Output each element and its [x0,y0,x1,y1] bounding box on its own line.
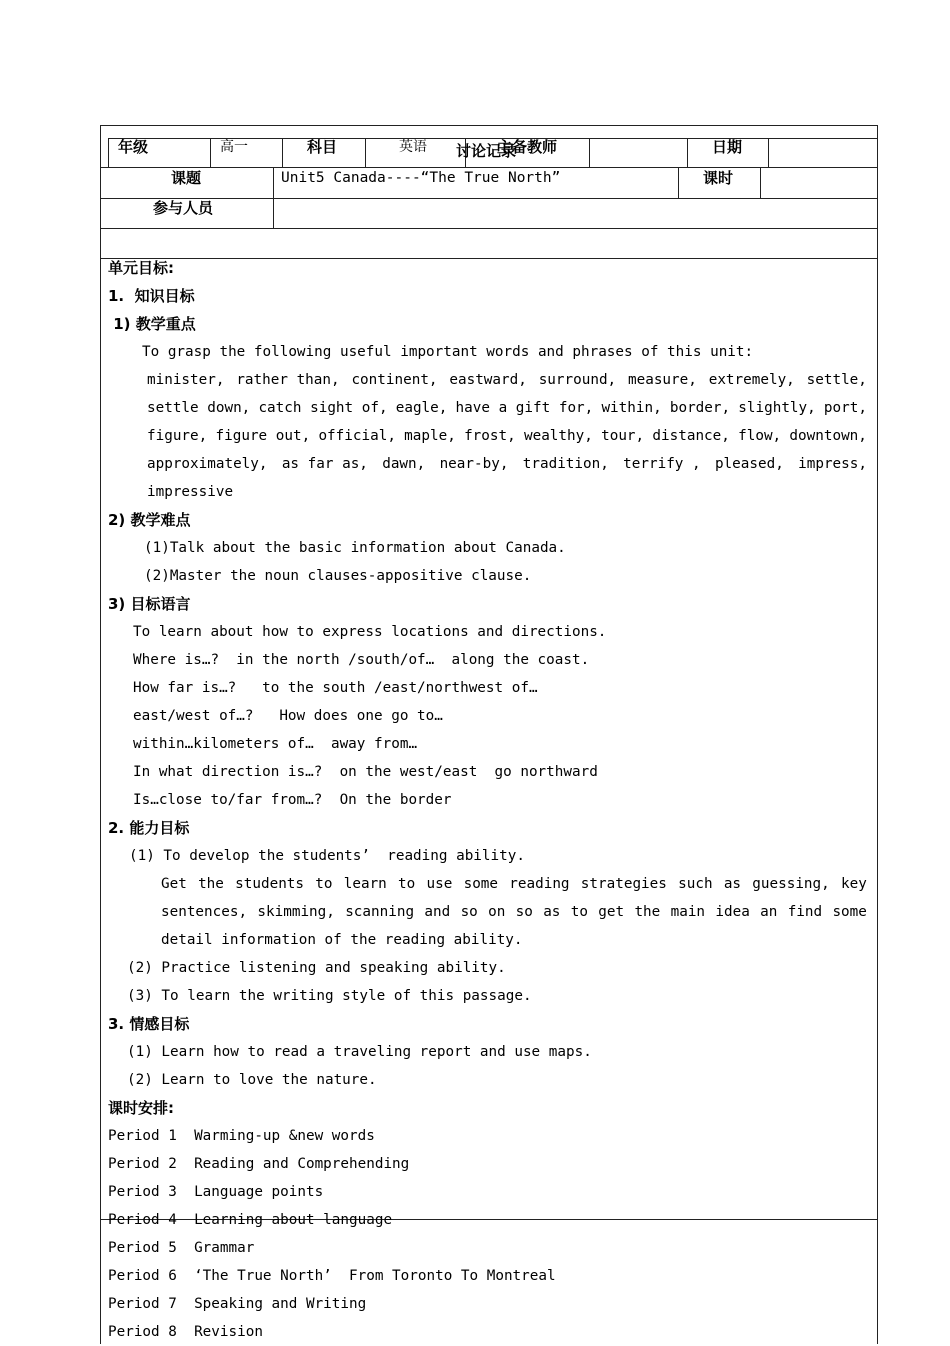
vocab-word: slightly, [738,400,816,416]
date-label: 日期 [712,138,743,156]
header-divider [282,138,283,167]
target-line: Where is…? in the north /south/of… along the coast. [133,652,590,668]
vocab-word: maple, [404,428,456,444]
detail-word: students [235,876,305,892]
ability-item: (1) To develop the students’ reading ability. [129,848,525,864]
period-label: 课时 [703,169,734,187]
vocab-word: official, [318,428,396,444]
grade-label: 年级 [118,138,149,156]
topic-divider [760,167,761,198]
vocab-word: frost, [464,428,516,444]
focus-heading: 1) 教学重点 [108,315,196,333]
detail-word: on [488,904,506,920]
ability-heading: 2. 能力目标 [108,819,190,837]
vocab-word: minister, [147,372,225,388]
period-item: Period 6 ‘The True North’ From Toronto To Montreal [108,1268,556,1284]
participants-divider [273,198,274,228]
detail-word: some [832,904,867,920]
target-line: How far is…? to the south /east/northwest of… [133,680,538,696]
ability-detail-line [161,870,867,898]
vocab-word: dawn, [382,456,426,472]
detail-word: scanning [345,904,415,920]
period-item: Period 7 Speaking and Writing [108,1296,367,1312]
detail-word: find [787,904,823,920]
vocab-word: extremely, [708,372,795,388]
difficulty-item: (1)Talk about the basic information about Canada. [144,540,566,556]
detail-word: as [543,904,561,920]
vocab-word: border, [669,400,731,416]
vocab-word: measure, [628,372,697,388]
emotion-item: (2) Learn to love the nature. [127,1072,377,1088]
vocab-word: settle down, [147,400,251,416]
ability-detail-last: detail information of the reading ability. [161,932,523,948]
emotion-item: (1) Learn how to read a traveling report and use maps. [127,1044,592,1060]
blank-row-bottom-border [100,258,878,259]
vocab-word: near-by, [439,456,509,472]
vocab-word: tradition, [522,456,609,472]
vocab-word: have a gift for, [455,400,594,416]
period-item: Period 3 Language points [108,1184,324,1200]
topic-row-bottom-border [100,198,878,199]
period-item: Period 5 Grammar [108,1240,255,1256]
period-item: Period 1 Warming-up &new words [108,1128,375,1144]
vocab-line [147,394,867,422]
table-left-border [100,125,101,1344]
vocab-word: figure, [147,428,208,444]
target-line: east/west of…? How does one go to… [133,708,443,724]
vocab-word: eastward, [449,372,527,388]
vocab-word: surround, [538,372,617,388]
detail-word: to [398,876,416,892]
detail-word: use [426,876,453,892]
vocab-word: pleased, [714,456,784,472]
vocab-word: distance, [652,428,730,444]
vocab-word: flow, [738,428,782,444]
header-divider [108,138,109,167]
vocab-word: figure out, [215,428,311,444]
vocab-line [147,450,867,478]
detail-word: some [463,876,499,892]
vocab-word: catch sight of, [258,400,388,416]
header-divider [365,138,366,167]
detail-word: idea [715,904,750,920]
ability-item: (2) Practice listening and speaking ability. [127,960,506,976]
unit-goals-heading: 单元目标: [108,259,174,277]
detail-word: such [678,876,713,892]
period-item: Period 4 Learning about language [108,1212,393,1228]
detail-word: as [723,876,742,892]
vocab-word: port, [823,400,867,416]
participants-row-bottom-border [100,228,878,229]
detail-word: guessing, [752,876,830,892]
header-divider [210,138,211,167]
focus-intro: To grasp the following useful important words and phrases of this unit: [142,344,754,360]
target-line: To learn about how to express locations and directions. [133,624,607,640]
detail-word: an [760,904,778,920]
target-line: Is…close to/far from…? On the border [133,792,452,808]
detail-word: strategies [580,876,667,892]
participants-label: 参与人员 [153,199,214,217]
header-divider [768,138,769,167]
vocab-word: settle, [806,372,867,388]
detail-word: sentences, [161,904,248,920]
detail-word: reading [509,876,570,892]
difficulty-item: (2)Master the noun clauses-appositive clause. [144,568,532,584]
vocab-word: continent, [351,372,438,388]
teacher-label: 主备教师 [497,138,558,156]
discussion-label: 讨论记录 [456,142,517,160]
topic-divider [273,167,274,198]
detail-word: to [315,876,333,892]
detail-word: Get [161,876,187,892]
schedule-heading: 课时安排: [108,1099,174,1117]
table-right-border [877,125,878,1344]
ability-item: (3) To learn the writing style of this passage. [127,988,532,1004]
header-divider [589,138,590,167]
topic-value: Unit5 Canada----“The True North” [281,170,561,186]
topic-label: 课题 [171,169,202,187]
vocab-word: approximately, [147,456,268,472]
header-divider [687,138,688,167]
vocab-word: downtown, [789,428,867,444]
period-item: Period 2 Reading and Comprehending [108,1156,410,1172]
difficulty-heading: 2) 教学难点 [108,511,191,529]
detail-word: the [634,904,661,920]
vocab-word: as far as, [281,456,368,472]
grade-value: 高一 [220,139,248,155]
table-top-border [100,125,878,126]
vocab-word: terrify , [623,456,701,472]
subject-value: 英语 [399,139,427,155]
emotion-heading: 3. 情感目标 [108,1015,190,1033]
vocab-word: eagle, [395,400,448,416]
vocab-word: rather than, [236,372,340,388]
detail-word: skimming, [257,904,335,920]
detail-word: get [598,904,625,920]
target-heading: 3) 目标语言 [108,595,191,613]
vocab-line [147,422,867,450]
period-item: Period 8 Revision [108,1324,263,1340]
vocab-word: wealthy, [523,428,593,444]
target-line: In what direction is…? on the west/east go northward [133,764,598,780]
detail-word: the [198,876,224,892]
vocab-last: impressive [147,484,234,500]
vocab-word: impress, [798,456,867,472]
topic-divider [678,167,679,198]
target-line: within…kilometers of… away from… [133,736,418,752]
ability-detail-line [161,898,867,926]
detail-word: learn [343,876,387,892]
detail-word: key [841,876,867,892]
vocab-line [147,366,867,394]
vocab-word: tour, [601,428,645,444]
detail-word: main [670,904,706,920]
knowledge-heading: 1. 知识目标 [108,287,195,305]
detail-word: to [570,904,588,920]
subject-label: 科目 [307,138,338,156]
detail-word: and [424,904,451,920]
detail-word: so [515,904,533,920]
detail-word: so [460,904,478,920]
vocab-word: within, [601,400,662,416]
